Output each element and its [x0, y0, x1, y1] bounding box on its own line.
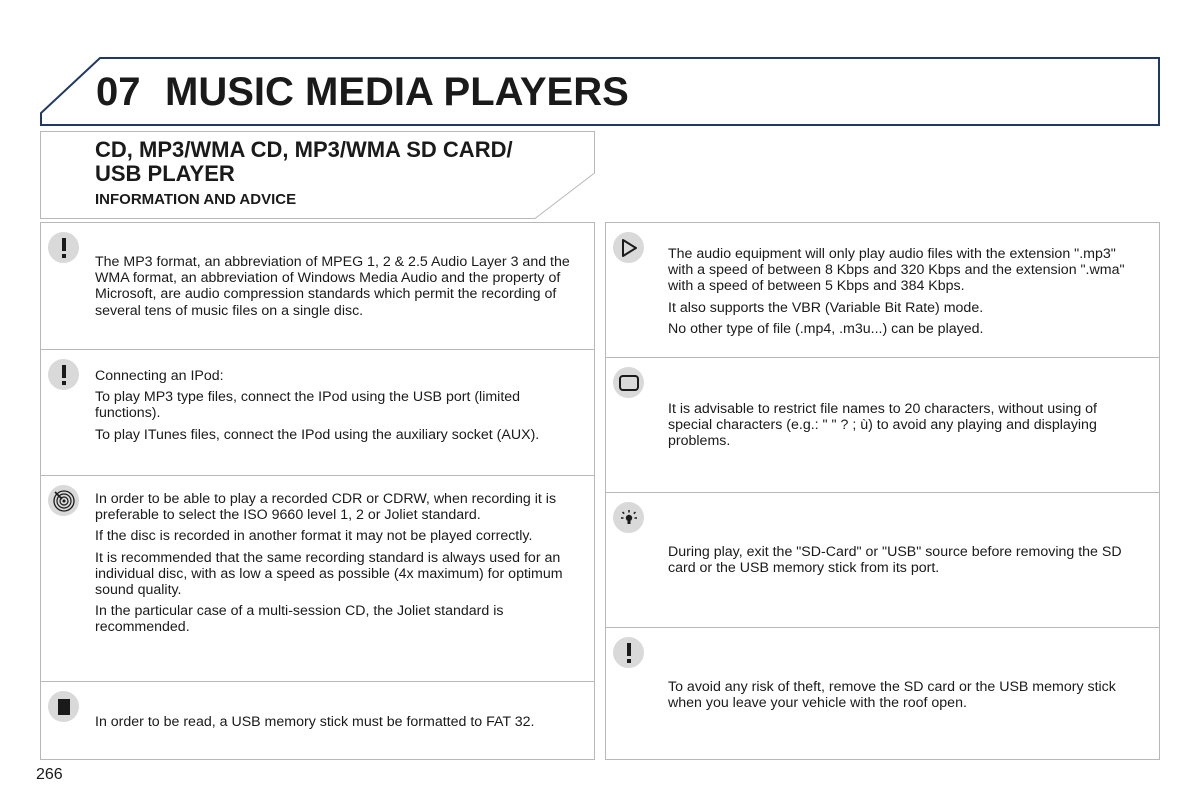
left-column	[40, 222, 595, 760]
panel-text	[668, 679, 1143, 716]
panel-paragraph: In the particular case of a multi-session CD, the Joliet standard is recommended.	[95, 603, 504, 636]
panel-paragraph: No other type of file (.mp4, .m3u...) can be played.	[668, 320, 984, 337]
light-bulb-icon	[613, 502, 644, 533]
panel-paragraph: The audio equipment will only play audio files with the extension ".mp3" with a speed of between 8 Kbps and 320 Kbps and the extension ".wma" with a speed of between 5 Kbps and 384 Kbps.	[668, 246, 1125, 295]
panel-paragraph: The MP3 format, an abbreviation of MPEG 1, 2 & 2.5 Audio Layer 3 and the WMA format, an abbreviation of Windows Media Audio and the property of Microsoft, are audio compression standards which permit the recording of several tens of music files on a single disc.	[95, 254, 570, 319]
panel-paragraph: If the disc is recorded in another format it may not be played correctly.	[95, 528, 533, 545]
info-panel	[606, 628, 1159, 759]
panel-paragraph: It is advisable to restrict file names to 20 characters, without using of special characters (e.g.: " " ? ; ù) to avoid any playing and displaying problems.	[668, 401, 1097, 450]
panel-text	[95, 254, 578, 324]
play-triangle-icon	[613, 232, 644, 263]
panel-text	[95, 491, 578, 641]
panel-paragraph: In order to be able to play a recorded CDR or CDRW, when recording it is preferable to select the ISO 9660 level 1, 2 or Joliet standard.	[95, 491, 557, 524]
right-column	[605, 222, 1160, 760]
exclamation-icon	[48, 232, 79, 263]
chapter-title: MUSIC MEDIA PLAYERS	[165, 70, 629, 114]
panel-paragraph: During play, exit the "SD-Card" or "USB" source before removing the SD card or the USB memory stick from its port.	[668, 544, 1122, 577]
section-subtitle: INFORMATION AND ADVICE	[95, 191, 297, 208]
stop-square-icon	[48, 691, 79, 722]
info-panel	[41, 682, 594, 759]
info-panel	[41, 476, 594, 682]
page-number: 266	[36, 766, 63, 783]
panel-text	[668, 401, 1143, 455]
info-panel	[41, 223, 594, 350]
panel-text	[95, 714, 578, 735]
section-title-line1: CD, MP3/WMA CD, MP3/WMA SD CARD/	[95, 137, 513, 162]
panel-paragraph: Connecting an IPod:	[95, 368, 224, 384]
section-title-line2: USB PLAYER	[95, 161, 235, 186]
panel-paragraph: In order to be read, a USB memory stick must be formatted to FAT 32.	[95, 714, 535, 730]
panel-text	[668, 246, 1143, 342]
section-title	[95, 138, 575, 186]
panel-paragraph: To play MP3 type files, connect the IPod using the USB port (limited functions).	[95, 389, 521, 422]
info-panel	[606, 493, 1159, 628]
panel-text	[668, 544, 1143, 581]
panel-paragraph: It is recommended that the same recording standard is always used for an individual disc, with as low a speed as possible (4x maximum) for optimum sound quality.	[95, 549, 563, 599]
info-panel	[606, 223, 1159, 358]
panel-paragraph: It also supports the VBR (Variable Bit Rate) mode.	[668, 299, 984, 316]
panel-text	[95, 368, 578, 448]
panel-paragraph: To avoid any risk of theft, remove the SD card or the USB memory stick when you leave your vehicle with the roof open.	[668, 679, 1116, 712]
rounded-square-icon	[613, 367, 644, 398]
panel-paragraph: To play ITunes files, connect the IPod using the auxiliary socket (AUX).	[95, 426, 540, 443]
info-panel	[606, 358, 1159, 493]
disc-icon	[48, 485, 79, 516]
info-panel	[41, 350, 594, 476]
exclamation-icon	[48, 359, 79, 390]
chapter-number: 07	[96, 70, 141, 114]
exclamation-icon	[613, 637, 644, 668]
